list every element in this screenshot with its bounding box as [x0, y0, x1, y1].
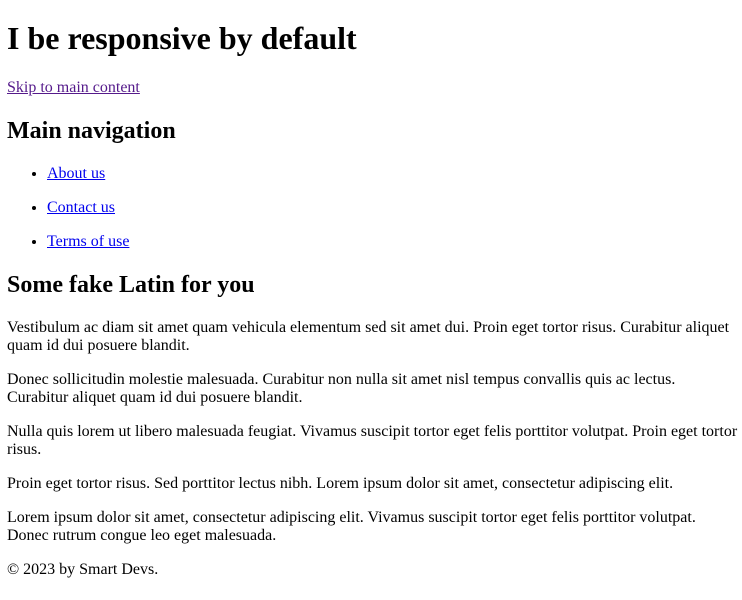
paragraph: Proin eget tortor risus. Sed porttitor lectus nibh. Lorem ipsum dolor sit amet, consectetur adipiscing elit.	[7, 475, 674, 492]
paragraph: Vestibulum ac diam sit amet quam vehicula elementum sed sit amet dui. Proin eget tortor risus. Curabitur aliquet quam id dui posuere blandit.	[7, 319, 730, 354]
main-content-heading: Some fake Latin for you	[7, 272, 255, 298]
main-content	[7, 319, 739, 561]
paragraph: Lorem ipsum dolor sit amet, consectetur adipiscing elit. Vivamus suscipit tortor eget felis porttitor volutpat. Donec rutrum congue leo eget malesuada.	[7, 509, 696, 544]
nav-item-contact-us	[47, 199, 129, 233]
skip-to-main-link[interactable]: Skip to main content	[7, 79, 140, 96]
contact-us-link[interactable]: Contact us	[47, 199, 115, 216]
about-us-link[interactable]: About us	[47, 165, 106, 182]
nav-item-terms-of-use	[47, 233, 129, 267]
footer-copyright: © 2023 by Smart Devs.	[7, 561, 159, 578]
nav-item-about-us	[47, 165, 129, 199]
terms-of-use-link[interactable]: Terms of use	[47, 233, 130, 250]
footer	[7, 561, 158, 579]
main-navigation-heading: Main navigation	[7, 118, 176, 144]
page-title: I be responsive by default	[7, 20, 357, 56]
main-navigation-list	[7, 165, 129, 267]
paragraph: Donec sollicitudin molestie malesuada. Curabitur non nulla sit amet nisl tempus convallis quis ac lectus. Curabitur aliquet quam id dui posuere blandit.	[7, 371, 676, 406]
paragraph: Nulla quis lorem ut libero malesuada feugiat. Vivamus suscipit tortor eget felis porttitor volutpat. Proin eget tortor risus.	[7, 423, 738, 458]
